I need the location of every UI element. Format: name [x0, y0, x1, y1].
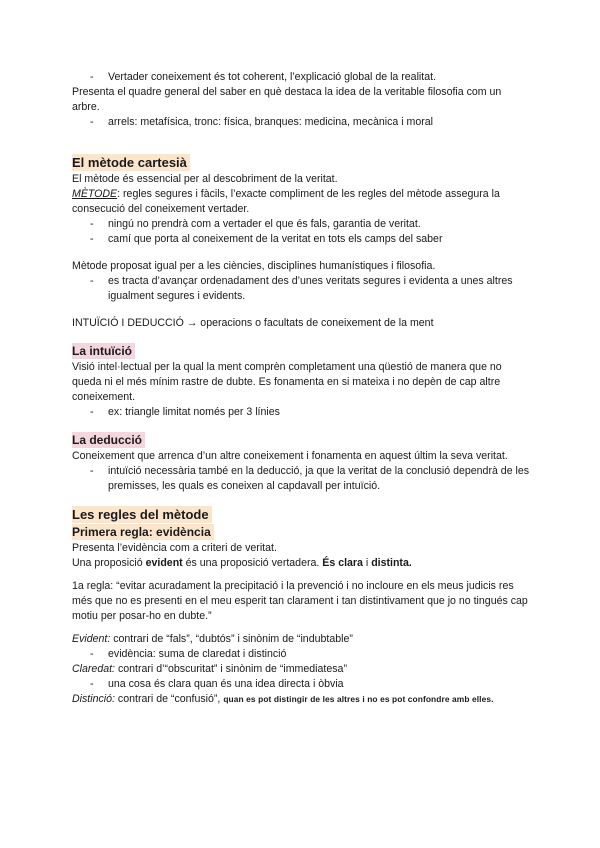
intro-bullet-1	[72, 70, 530, 85]
es-word: És	[322, 557, 339, 569]
bullet-text: Vertader coneixement és tot coherent, l’explicació global de la realitat.	[108, 71, 437, 83]
text-run: Una proposició	[72, 557, 146, 569]
dash: -	[90, 233, 94, 245]
distincio-bold-text: quan es pot distingir de les altres i no es pot confondre amb elles.	[223, 694, 494, 704]
document-page	[72, 70, 530, 707]
metode-line-1: El mètode és essencial per al descobriment de la veritat.	[72, 173, 338, 185]
claredat-bullet	[72, 677, 530, 692]
dash: -	[90, 465, 94, 477]
metode-bullet-3	[72, 274, 530, 304]
bullet-text: intuïció necessària també en la deducció, ja que la veritat de la conclusió dependrà de les premisses, les quals es coneixen al capdavall per intuïció.	[108, 465, 530, 492]
metode-definition	[72, 187, 530, 217]
distincio-label: Distinció:	[72, 693, 115, 705]
bullet-text: ningú no prendrà com a vertader el que és fals, garantia de veritat.	[108, 218, 421, 230]
bullet-text: arrels: metafísica, tronc: física, branques: medicina, mecànica i moral	[108, 116, 434, 128]
bullet-text: evidència: suma de claredat i distinció	[108, 648, 287, 660]
dash: -	[90, 648, 94, 660]
evident-word: evident	[145, 557, 183, 569]
bullet-text: camí que porta al coneixement de la veritat en tots els camps del saber	[108, 233, 443, 245]
metode-bullet-1	[72, 217, 530, 232]
deduccio-text: Coneixement que arrenca d’un altre coneixement i fonamenta en aquest últim la seva veritat.	[72, 450, 508, 462]
bullet-text: es tracta d’avançar ordenadament des d’unes veritats segures i evidenta a unes altres igualment segures i evidents.	[108, 275, 513, 302]
heading-primera-regla: Primera regla: evidència	[72, 524, 214, 540]
bullet-text: una cosa és clara quan és una idea directa i òbvia	[108, 678, 344, 690]
text-run: és una proposició vertadera.	[182, 557, 323, 569]
intuicio-text: Visió intel·lectual per la qual la ment comprèn completament una qüestió de manera que no queda ni el més mínim rastre de dubte. Es fonamenta en si mateixa i no depèn de cap altre coneixement.	[72, 361, 502, 403]
deduccio-bullet	[72, 464, 530, 494]
bullet-text: ex: triangle limitat només per 3 línies	[108, 406, 280, 418]
dash: -	[90, 218, 94, 230]
claredat-label: Claredat:	[72, 663, 115, 675]
regla-quote: 1a regla: “evitar acuradament la precipitació i la prevenció i no incloure en els meus judicis res més que no es presenti en el meu esperit tan clarament i tan distintivament que jo no tingués cap motiu per posar-ho en dubte.”	[72, 580, 528, 622]
clara-word: clara	[338, 557, 363, 569]
heading-intuicio: La intuïció	[72, 343, 135, 359]
claredat-text: contrari d’“obscuritat” i sinònim de “immediatesa”	[115, 663, 347, 675]
heading-metode-cartesia: El mètode cartesià	[72, 154, 190, 171]
evident-definition	[72, 632, 530, 647]
dash: -	[90, 275, 94, 287]
distincio-text: contrari de “confusió”,	[114, 693, 224, 705]
regles-line-1: Presenta l’evidència com a criteri de veritat.	[72, 542, 277, 554]
intuicio-bullet	[72, 405, 530, 420]
evident-bullet	[72, 647, 530, 662]
intuicio-deduccio-line: INTUÏCIÓ I DEDUCCIÓ → operacions o facultats de coneixement de la ment	[72, 317, 434, 329]
metode-label: MÈTODE	[72, 188, 118, 200]
intro-paragraph: Presenta el quadre general del saber en què destaca la idea de la veritable filosofia com un arbre.	[72, 86, 502, 113]
dash: -	[90, 116, 94, 128]
evident-text: contrari de “fals”, “dubtós” i sinònim de “indubtable”	[110, 633, 353, 645]
dash: -	[90, 678, 94, 690]
distinta-word: distinta.	[371, 557, 412, 569]
evident-label: Evident:	[72, 633, 111, 645]
distincio-definition	[72, 692, 530, 707]
intro-bullet-2	[72, 115, 530, 130]
metode-bullet-2	[72, 232, 530, 247]
regles-line-2	[72, 556, 530, 571]
heading-regles-metode: Les regles del mètode	[72, 506, 212, 523]
dash: -	[90, 71, 94, 83]
heading-deduccio: La deducció	[72, 432, 145, 448]
dash: -	[90, 406, 94, 418]
claredat-definition	[72, 662, 530, 677]
metode-definition-text: : regles segures i fàcils, l’exacte compliment de les regles del mètode assegura la consecució del coneixement vertader.	[72, 188, 500, 215]
text-run: i	[362, 557, 372, 569]
metode-line-3: Mètode proposat igual per a les ciències, disciplines humanístiques i filosofia.	[72, 260, 436, 272]
